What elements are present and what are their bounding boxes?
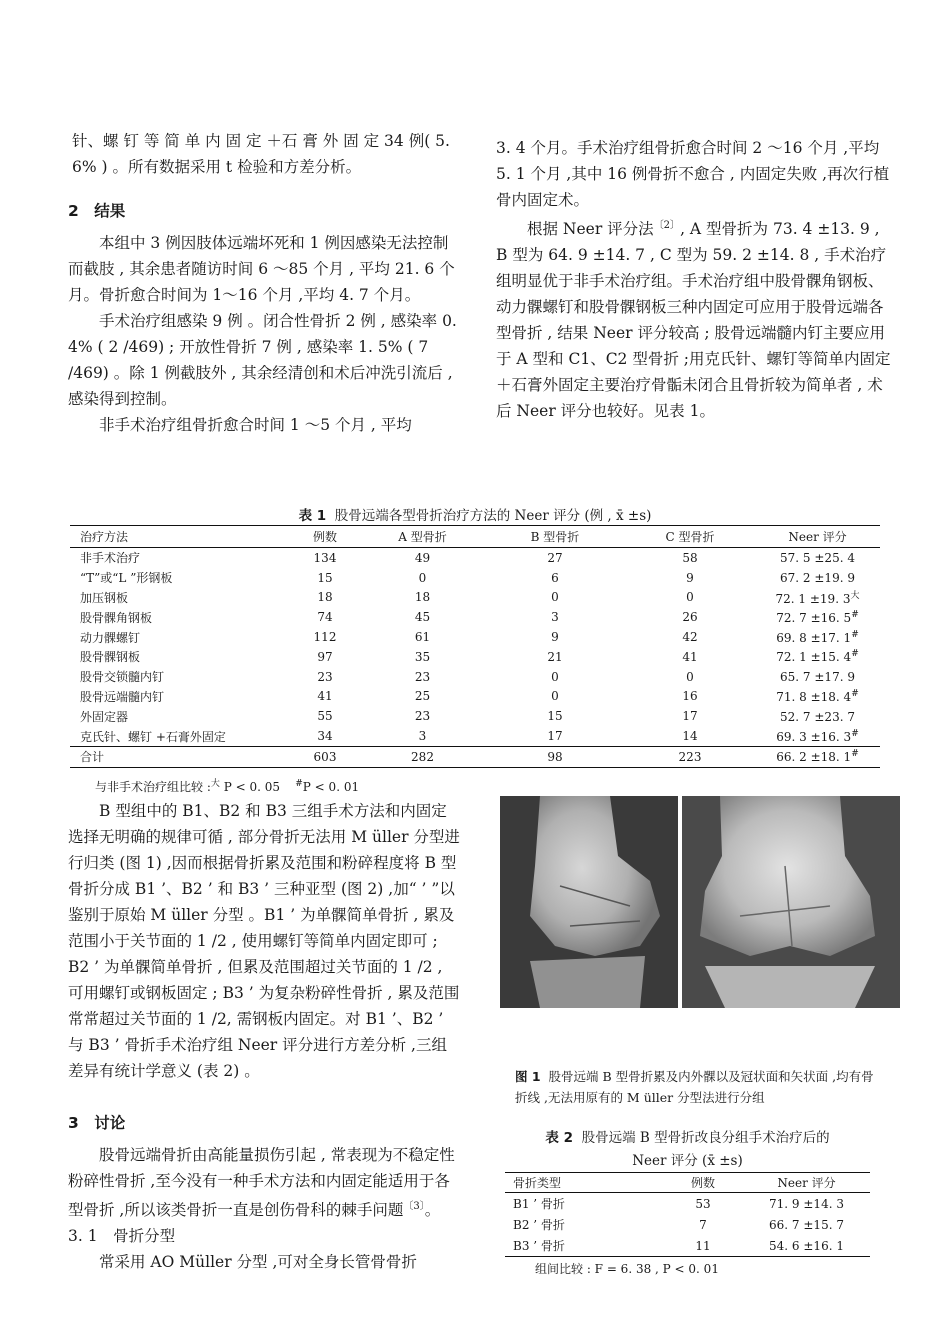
significance-marker: # [851,649,859,660]
table1-cell-method-text: 股骨髁钢板 [80,650,141,665]
table1-cell-typeB [485,667,625,687]
right-column-top [496,135,894,424]
neer-text: 根据 Neer 评分法 [527,220,654,239]
table1-cell-typeB [485,568,625,588]
table1-cell-typeA-text: 0 [418,570,427,585]
table1 [70,525,880,768]
table1-header-neer: Neer 评分 [755,526,880,548]
table1-cell-count-text: 55 [317,709,333,724]
table1-cell-typeB-text: 15 [547,709,563,724]
table1-cell-count [290,687,360,707]
table1-cell-method-text: “T”或“L ”形钢板 [80,571,173,586]
table1-cell-typeB [485,607,625,627]
table1-header-row [70,526,880,548]
table1-cell-typeB [485,726,625,746]
tibia-lateral-shape [530,956,645,1008]
table2-header-count: 例数 [663,1173,743,1193]
results-paragraph-3: 非手术治疗组骨折愈合时间 1 ～5 个月 , 平均 [99,416,412,434]
table1-cell-neer-text: 57. 5 ±25. 4 [780,551,855,566]
table1-cell-neer [755,726,880,746]
neer-text-cont: , A 型骨折为 73. 4 ±13. 9 , B 型为 64. 9 ±14. 7 , C 型为 59. 2 ±14. 8 , 手术治疗组明显优于非手术治疗组。手术治疗组中股骨髁角钢板、动力髁螺钉和股骨髁钢板三种内固定可应用于股骨远端各型骨折 , 结果 Neer 评分较高 ; 股骨远端髓内钉主要应用于 A 型和 C1、C2 型骨折 ;用克氏针、螺钉等简单内固定 ＋石膏外固定主要治疗骨骺未闭合且骨折较为简单者 , 术后 Neer 评分也较好。见表 1。 [496,220,891,421]
table1-cell-typeB [485,588,625,608]
table1-cell-typeA-text: 49 [414,550,431,565]
table1-cell-count-text: 23 [317,669,333,684]
table1-title: 股骨远端各型骨折治疗方法的 Neer 评分 (例 , x̄ ±s) [334,508,652,524]
table2-cell-type: B1 ’ 骨折 [513,1197,565,1211]
table1-cell-count [290,568,360,588]
figure1-label: 图 1 [515,1069,541,1084]
table1-cell-method [70,726,290,746]
table2-header-type: 骨折类型 [505,1173,663,1193]
table1-cell-neer [755,568,880,588]
table1-cell-typeC [625,667,755,687]
tibia-ap-shape [705,966,875,1008]
table1-cell-typeA [360,726,485,746]
significance-marker: 大 [850,591,860,602]
table1-cell-typeB-text: 98 [547,749,563,764]
table1-header-typeB: B 型骨折 [485,526,625,548]
section-heading-results: 2 结果 [68,202,126,220]
table1-cell-typeA-text: 23 [414,709,431,724]
table1-cell-typeA-text: 18 [414,590,431,605]
table1-cell-typeC-text: 0 [686,669,694,684]
table1-cell-neer [755,588,880,608]
table1-label: 表 1 [298,508,327,524]
table1-cell-typeC [625,687,755,707]
table1-cell-method [70,746,290,767]
table2-cell-neer: 71. 9 ±14. 3 [769,1196,844,1211]
table1-cell-count-text: 603 [313,749,337,764]
table1-cell-typeC-text: 0 [686,590,694,605]
table1-cell-neer [755,647,880,667]
table1-note-symbol-2: # [295,779,303,789]
table1-cell-typeB [485,647,625,667]
table2-note: 组间比较 : F = 6. 38 , P < 0. 01 [535,1262,719,1276]
table1-cell-typeA-text: 45 [414,610,431,625]
table-row [70,667,880,687]
table1-cell-neer [755,627,880,647]
table1-cell-typeC [625,746,755,767]
table-row [70,588,880,608]
table1-note [95,776,359,795]
table1-caption [70,504,880,524]
table1-cell-method-text: 非手术治疗 [80,551,141,566]
table1-cell-neer [755,607,880,627]
table1-cell-method [70,647,290,667]
discussion-paragraph-2: 常采用 AO Müller 分型 ,可对全身长管骨骨折 [99,1253,417,1272]
table1-cell-typeC-text: 42 [682,630,698,645]
discussion-paragraph-1 [68,1142,462,1223]
table1-cell-typeC [625,726,755,746]
table1-cell-neer [755,706,880,726]
significance-marker: # [851,609,859,620]
table1-cell-count [290,627,360,647]
table1-cell-neer [755,687,880,707]
table1-note-text: 与非手术治疗组比较 : [95,780,211,794]
table1-cell-count-text: 97 [317,649,333,664]
table2-cell-count: 7 [699,1217,707,1232]
table1-cell-count [290,548,360,568]
citation-ref-3: 〔3〕 [403,1201,425,1212]
table1-cell-neer [755,746,880,767]
table1-cell-neer-text: 72. 1 ±19. 3 [775,592,851,607]
table-row [70,548,880,568]
significance-marker: # [851,728,859,739]
table1-cell-count [290,726,360,746]
table-row [70,687,880,707]
table1-cell-typeA-text: 23 [414,669,431,684]
significance-marker: # [851,629,859,640]
figure1-radiographs [500,796,900,1008]
left-column-top [68,128,462,438]
figure1-caption [515,1066,875,1108]
table1-cell-typeC [625,627,755,647]
table1-cell-typeA-text: 35 [414,649,431,664]
table-row [505,1214,870,1235]
table1-cell-typeC-text: 223 [678,749,702,764]
table1-cell-typeB [485,548,625,568]
table1-note-p1: P < 0. 05 [219,780,284,794]
table1-cell-typeB-text: 0 [551,669,559,684]
results-paragraph-1: 本组中 3 例因肢体远端坏死和 1 例因感染无法控制而截肢 , 其余患者随访时间 6 ～85 个月 , 平均 21. 6 个月。骨折愈合时间为 1～16 个月 ,平均 4. 7 个月。 [68,234,455,304]
table1-cell-typeA [360,647,485,667]
table1-cell-typeA [360,568,485,588]
table1-note-symbol-1: 大 [210,779,220,789]
table2-caption [505,1127,870,1173]
table1-cell-typeB-text: 6 [551,570,559,585]
table1-cell-typeA [360,627,485,647]
table1-cell-method [70,627,290,647]
table1-cell-method [70,568,290,588]
table1-cell-method-text: 克氏针、螺钉 +石膏外固定 [80,729,226,744]
table1-cell-typeC [625,568,755,588]
table1-cell-count [290,607,360,627]
table1-cell-typeC-text: 41 [682,649,698,664]
table1-cell-count-text: 134 [313,550,337,565]
table1-cell-method [70,706,290,726]
table1-cell-typeA [360,548,485,568]
table1-cell-typeA-text: 3 [418,729,427,744]
table-row [70,627,880,647]
table1-cell-typeC [625,607,755,627]
subsection-heading-classification: 3. 1 骨折分型 [68,1227,176,1246]
table1-cell-typeA [360,667,485,687]
btype-paragraph: B 型组中的 B1、B2 和 B3 三组手术方法和内固定选择无明确的规律可循 , 部分骨折无法用 M üller 分型进行归类 (图 1) ,因而根据骨折累及范围和粉碎程度将 B 型骨折分成 B1 ’、B2 ’ 和 B3 ’ 三种亚型 (图 2) ,加“ ’ ”以鉴别于原始 M üller 分型 。B1 ’ 为单髁简单骨折 , 累及范围小于关节面的 1 /2 , 使用螺钉等简单内固定即可 ; B2 ’ 为单髁简单骨折 , 但累及范围超过关节面的 1 /2 , 可用螺钉或钢板固定 ; B3 ’ 为复杂粉碎性骨折 , 累及范围常常超过关节面的 1 /2, 需钢板内固定。对 B1 ’、B2 ’ 与 B3 ’ 骨折手术治疗组 Neer 评分进行方差分析 ,三组差异有统计学意义 (表 2) 。 [68,802,460,1080]
table2-title-a: 股骨远端 B 型骨折改良分组手术治疗后的 [581,1130,830,1146]
table1-cell-typeB [485,746,625,767]
table1-header-typeC: C 型骨折 [625,526,755,548]
table2-title-b: Neer 评分 (x̄ ±s) [632,1153,743,1169]
table-row [70,568,880,588]
table1-cell-typeB-text: 17 [547,729,563,744]
table1-cell-typeC [625,647,755,667]
table1-cell-typeB [485,627,625,647]
table-row [70,607,880,627]
table1-header-typeA: A 型骨折 [360,526,485,548]
significance-marker: # [851,749,859,760]
table1-cell-count-text: 15 [317,570,333,585]
table1-cell-neer-text: 52. 7 ±23. 7 [780,709,855,724]
table2-cell-type: B2 ’ 骨折 [513,1218,565,1232]
table1-header-method: 治疗方法 [70,526,290,548]
discussion-text-end: 。 [424,1201,441,1220]
table1-cell-neer-text: 72. 1 ±15. 4 [776,650,852,665]
table1-cell-typeC-text: 58 [682,550,698,565]
table1-cell-neer-text: 71. 8 ±18. 4 [776,689,852,704]
figure1-caption-text: 股骨远端 B 型骨折累及内外髁以及冠状面和矢状面 ,均有骨折线 ,无法用原有的 M üller 分型法进行分组 [515,1069,874,1105]
table2-label: 表 2 [545,1130,573,1146]
table1-cell-typeA [360,687,485,707]
table1-cell-typeB-text: 21 [547,649,563,664]
table1-cell-count [290,647,360,667]
table1-cell-typeB-text: 9 [551,630,559,645]
table1-cell-method-text: 加压钢板 [80,590,129,605]
table1-cell-count-text: 34 [317,729,333,744]
table1-cell-typeA [360,588,485,608]
table2-cell-count: 53 [695,1196,711,1211]
table1-cell-typeB-text: 3 [551,610,559,625]
table1-cell-count [290,588,360,608]
table2 [505,1172,870,1257]
table1-cell-typeB [485,706,625,726]
significance-marker: # [851,688,859,699]
table1-cell-method-text: 合计 [80,750,105,765]
table1-cell-neer-text: 69. 8 ±17. 1 [776,630,852,645]
table1-cell-typeC-text: 14 [682,729,698,744]
section-heading-discussion: 3 讨论 [68,1114,126,1132]
table-row [70,726,880,746]
table1-cell-typeC [625,588,755,608]
table1-cell-neer-text: 65. 7 ±17. 9 [780,670,855,685]
table2-cell-neer: 66. 7 ±15. 7 [769,1217,844,1232]
table1-cell-method-text: 股骨髁角钢板 [80,610,153,625]
table1-cell-count-text: 41 [317,689,333,704]
table1-header-count: 例数 [290,526,360,548]
table-row [505,1193,870,1215]
table1-cell-method [70,548,290,568]
table1-cell-neer-text: 69. 3 ±16. 3 [776,729,852,744]
table1-cell-typeA-text: 25 [414,689,431,704]
table1-total-row [70,746,880,767]
table1-note-p2: P < 0. 01 [302,780,360,794]
table1-cell-typeA-text: 61 [414,630,431,645]
table1-cell-neer-text: 66. 2 ±18. 1 [776,750,852,765]
table2-cell-count: 11 [663,1235,743,1257]
table1-cell-count-text: 74 [317,610,333,625]
table-row [70,647,880,667]
results-paragraph-5 [496,213,894,424]
discussion-text: 股骨远端骨折由高能量损伤引起 , 常表现为不稳定性粉碎性骨折 ,至今没有一种手术方法和内固定能适用于各型骨折 ,所以该类骨折一直是创伤骨科的棘手问题 [68,1146,455,1220]
table1-cell-typeA-text: 282 [411,749,434,764]
table1-cell-typeA [360,607,485,627]
table1-cell-typeC-text: 26 [682,610,698,625]
citation-ref-2: 〔2〕 [653,220,681,231]
table1-cell-typeC [625,548,755,568]
table2-cell-neer: 54. 6 ±16. 1 [743,1235,870,1257]
table2-header-row [505,1173,870,1193]
table1-cell-method [70,687,290,707]
table1-cell-count [290,746,360,767]
results-paragraph-4: 3. 4 个月。手术治疗组骨折愈合时间 2 ～16 个月 ,平均 5. 1 个月 ,其中 16 例骨折不愈合 , 内固定失败 ,再次行植骨内固定术。 [496,139,890,209]
table1-cell-method-text: 外固定器 [80,709,129,724]
table2-cell-type: B3 ’ 骨折 [505,1235,663,1257]
table1-cell-method-text: 动力髁螺钉 [80,630,141,645]
table1-cell-typeA [360,706,485,726]
left-column-bottom [68,798,462,1275]
table1-cell-typeB-text: 0 [551,689,559,704]
table1-cell-typeC-text: 17 [682,709,698,724]
table1-cell-typeB-text: 0 [551,590,559,605]
table-row [505,1235,870,1257]
table1-cell-typeA [360,746,485,767]
paragraph-continued: 针、螺 钉 等 简 单 内 固 定 ＋石 膏 外 固 定 34 例( 5. 6% ) 。所有数据采用 t 检验和方差分析。 [72,132,450,176]
table1-cell-method [70,588,290,608]
table1-cell-method [70,607,290,627]
table-row [70,706,880,726]
table1-cell-neer [755,548,880,568]
table1-cell-neer [755,667,880,687]
table2-header-neer: Neer 评分 [743,1173,870,1193]
table1-cell-count-text: 18 [317,590,333,605]
results-paragraph-2: 手术治疗组感染 9 例 。闭合性骨折 2 例 , 感染率 0. 4% ( 2 /469) ; 开放性骨折 7 例 , 感染率 1. 5% ( 7 /469) 。除 1 例截肢外 , 其余经清创和术后冲洗引流后 ,感染得到控制。 [68,312,457,408]
table1-cell-neer-text: 67. 2 ±19. 9 [780,571,855,586]
table1-cell-neer-text: 72. 7 ±16. 5 [776,610,852,625]
table1-cell-count [290,667,360,687]
table1-cell-typeB [485,687,625,707]
table1-cell-typeC-text: 9 [686,570,694,585]
table1-cell-typeC-text: 16 [682,689,698,704]
table1-cell-typeC [625,706,755,726]
table1-cell-typeB-text: 27 [547,550,563,565]
table1-cell-method-text: 股骨交锁髓内钉 [80,670,165,685]
table1-cell-method-text: 股骨远端髓内钉 [80,689,165,704]
table1-cell-method [70,667,290,687]
table1-cell-count-text: 112 [313,630,337,645]
table1-cell-count [290,706,360,726]
